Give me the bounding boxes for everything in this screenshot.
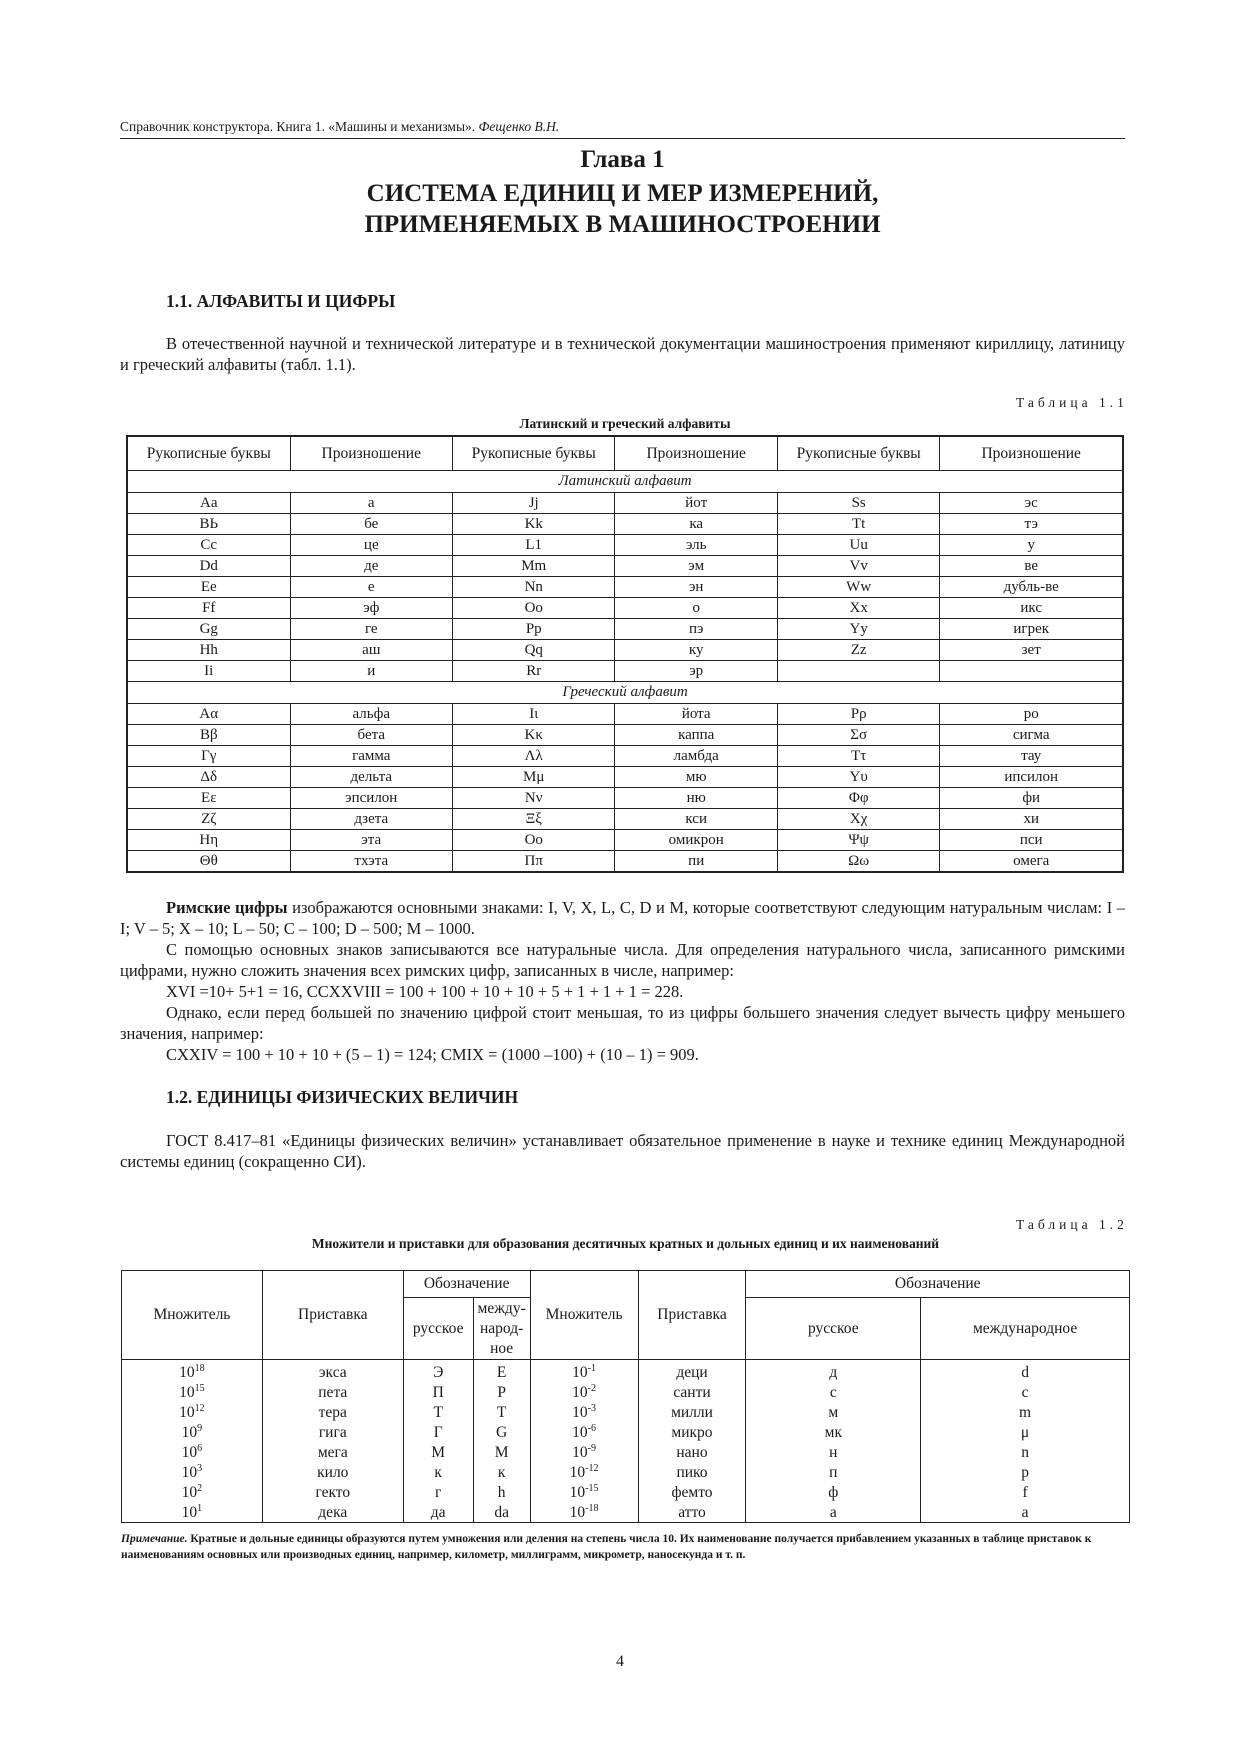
table-cell: Vv	[777, 556, 939, 577]
table-row	[127, 851, 1123, 873]
international-symbol-cell: n	[921, 1442, 1130, 1462]
multiplier-base: 10	[572, 1403, 588, 1421]
multiplier-cell	[122, 1502, 263, 1523]
table-cell: BЬ	[127, 514, 290, 535]
international-symbol-cell: d	[921, 1360, 1130, 1383]
table-1-label: Таблица 1.1	[1016, 395, 1128, 410]
multiplier-base: 10	[179, 1403, 195, 1421]
table-cell: Tτ	[777, 746, 939, 767]
multiplier-exponent: -15	[585, 1482, 599, 1494]
table-cell: Rr	[453, 661, 615, 682]
header-international-short: между-народ-ное	[473, 1298, 530, 1360]
table-cell: дубль-ве	[940, 577, 1123, 598]
table-cell: альфа	[290, 704, 452, 725]
roman-paragraph-1-text: изображаются основными знаками: I, V, X, L, C, D и M, которые соответствуют следующим натуральным числам: I – I; V – 5; X – 10; L – 50; C – 100; D – 500; M – 1000.	[120, 898, 1125, 938]
table-row	[127, 725, 1123, 746]
table-row	[127, 767, 1123, 788]
multiplier-exponent: 12	[194, 1402, 205, 1414]
table-cell: Ss	[777, 493, 939, 514]
table-cell: Aα	[127, 704, 290, 725]
prefix-cell: милли	[638, 1402, 746, 1422]
table-row	[122, 1502, 1130, 1523]
multiplier-cell	[122, 1442, 263, 1462]
table-cell: Kk	[453, 514, 615, 535]
table-cell: Λλ	[453, 746, 615, 767]
author-name: Фещенко В.Н.	[478, 119, 560, 134]
multiplier-base: 10	[569, 1463, 586, 1481]
multiplier-exponent: 6	[197, 1442, 203, 1454]
international-symbol-cell: T	[473, 1402, 530, 1422]
international-symbol-cell: h	[473, 1482, 530, 1502]
chapter-title-line-2: ПРИМЕНЯЕМЫХ В МАШИНОСТРОЕНИИ	[364, 211, 881, 238]
header-russian: русское	[403, 1298, 473, 1360]
roman-paragraph-3: Однако, если перед большей по значению цифрой стоит меньшая, то из цифры большего значения следует вычесть цифру меньшего значения, например:	[120, 1003, 1125, 1043]
table-cell: аш	[290, 640, 452, 661]
table-row	[127, 661, 1123, 682]
russian-symbol-cell: к	[403, 1462, 473, 1482]
prefix-cell: атто	[638, 1502, 746, 1523]
table-cell: ро	[940, 704, 1123, 725]
table-cell: Yy	[777, 619, 939, 640]
table-cell: мю	[615, 767, 777, 788]
table-cell: Γγ	[127, 746, 290, 767]
table-2-note	[121, 1531, 1130, 1563]
header-multiplier-2: Множитель	[530, 1271, 638, 1360]
table-cell: це	[290, 535, 452, 556]
international-symbol-cell: M	[473, 1442, 530, 1462]
table-cell: эр	[615, 661, 777, 682]
russian-symbol-cell: м	[746, 1402, 921, 1422]
multiplier-cell	[122, 1462, 263, 1482]
table-cell: Cc	[127, 535, 290, 556]
latin-subheader	[127, 471, 1123, 493]
table-row	[122, 1402, 1130, 1422]
table-cell: дельта	[290, 767, 452, 788]
multiplier-cell	[122, 1360, 263, 1383]
multiplier-base: 10	[181, 1503, 198, 1521]
table-cell: ка	[615, 514, 777, 535]
table-cell: Xχ	[777, 809, 939, 830]
chapter-label: Глава 1	[580, 146, 665, 173]
table-cell: Dd	[127, 556, 290, 577]
table-cell: Jj	[453, 493, 615, 514]
prefix-cell: фемто	[638, 1482, 746, 1502]
table-row	[122, 1462, 1130, 1482]
russian-symbol-cell: с	[746, 1382, 921, 1402]
latin-subheader-title: Латинский алфавит	[127, 471, 1123, 493]
table-cell: и	[290, 661, 452, 682]
table-2-label: Таблица 1.2	[1016, 1217, 1128, 1232]
header-prefix: Приставка	[262, 1271, 403, 1360]
multiplier-cell	[530, 1402, 638, 1422]
international-symbol-cell: m	[921, 1402, 1130, 1422]
russian-symbol-cell: п	[746, 1462, 921, 1482]
international-symbol-cell: a	[921, 1502, 1130, 1523]
table-row	[127, 556, 1123, 577]
table-cell: игрек	[940, 619, 1123, 640]
table-cell: эс	[940, 493, 1123, 514]
table-row	[127, 514, 1123, 535]
section-2-intro: ГОСТ 8.417–81 «Единицы физических величин» устанавливает обязательное применение в науке и технике единиц Международной системы единиц (сокращенно СИ).	[120, 1131, 1125, 1171]
multiplier-exponent: -9	[587, 1442, 596, 1454]
header-international-long: международное	[921, 1298, 1130, 1360]
table-cell: икс	[940, 598, 1123, 619]
prefix-cell: кило	[262, 1462, 403, 1482]
table-cell: Nn	[453, 577, 615, 598]
table-cell: Hη	[127, 830, 290, 851]
running-header	[120, 119, 1125, 139]
prefix-cell: нано	[638, 1442, 746, 1462]
multiplier-cell	[122, 1482, 263, 1502]
table-cell: о	[615, 598, 777, 619]
russian-symbol-cell: д	[746, 1360, 921, 1383]
table-cell: эль	[615, 535, 777, 556]
alphabet-table	[126, 435, 1124, 873]
table-cell: пи	[615, 851, 777, 873]
roman-example-2: CXXIV = 100 + 10 + 10 + (5 – 1) = 124; CMIX = (1000 –100) + (10 – 1) = 909.	[166, 1045, 699, 1064]
multiplier-base: 10	[572, 1423, 588, 1441]
table-cell: Gg	[127, 619, 290, 640]
table-cell: каппа	[615, 725, 777, 746]
international-symbol-cell: p	[921, 1462, 1130, 1482]
multiplier-cell	[530, 1502, 638, 1523]
table-row	[122, 1442, 1130, 1462]
table-cell: Zζ	[127, 809, 290, 830]
roman-paragraph-1	[120, 897, 1125, 939]
table-cell: Ππ	[453, 851, 615, 873]
prefix-cell: мега	[262, 1442, 403, 1462]
table-cell: Ww	[777, 577, 939, 598]
table-cell: Ξξ	[453, 809, 615, 830]
table-cell: Ωω	[777, 851, 939, 873]
table-cell: тау	[940, 746, 1123, 767]
table-row	[127, 640, 1123, 661]
table-row	[127, 788, 1123, 809]
alphabet-header-cell: Рукописные буквы	[127, 436, 290, 471]
international-symbol-cell: da	[473, 1502, 530, 1523]
table-cell	[777, 661, 939, 682]
table-cell: ню	[615, 788, 777, 809]
international-symbol-cell: к	[473, 1462, 530, 1482]
table-cell: Mμ	[453, 767, 615, 788]
table-cell: Oo	[453, 598, 615, 619]
table-cell: эм	[615, 556, 777, 577]
table-cell: Aa	[127, 493, 290, 514]
header-designation-2: Обозначение	[746, 1271, 1130, 1298]
multiplier-base: 10	[181, 1423, 198, 1441]
multiplier-cell	[530, 1422, 638, 1442]
note-text: Кратные и дольные единицы образуются путем умножения или деления на степень числа 10. Их наименование получается прибавлением указанных в таблице приставок к наименованиям основных или производных единиц, например, километр, миллиграмм, микрометр, наносекунда и т. п.	[121, 1533, 1092, 1561]
multiplier-cell	[530, 1442, 638, 1462]
prefix-cell: дека	[262, 1502, 403, 1523]
multiplier-base: 10	[569, 1503, 586, 1521]
roman-example-1: XVI =10+ 5+1 = 16, CCXXVIII = 100 + 100 + 10 + 10 + 5 + 1 + 1 + 1 = 228.	[166, 982, 684, 1001]
multiplier-exponent: 2	[197, 1482, 203, 1494]
table-cell: Zz	[777, 640, 939, 661]
header-designation: Обозначение	[403, 1271, 530, 1298]
russian-symbol-cell: Э	[403, 1360, 473, 1383]
table-row	[127, 619, 1123, 640]
table-cell: эпсилон	[290, 788, 452, 809]
russian-symbol-cell: да	[403, 1502, 473, 1523]
table-row	[127, 493, 1123, 514]
table-row	[127, 809, 1123, 830]
table-cell: пэ	[615, 619, 777, 640]
table-cell: йот	[615, 493, 777, 514]
table-cell: Hh	[127, 640, 290, 661]
multiplier-cell	[122, 1402, 263, 1422]
table-cell	[940, 661, 1123, 682]
table-cell: ве	[940, 556, 1123, 577]
table-cell: Σσ	[777, 725, 939, 746]
table-cell: ге	[290, 619, 452, 640]
alphabet-header-cell: Рукописные буквы	[777, 436, 939, 471]
table-cell: Ff	[127, 598, 290, 619]
table-cell: омега	[940, 851, 1123, 873]
table-row	[127, 577, 1123, 598]
international-symbol-cell: P	[473, 1382, 530, 1402]
table-cell: Pρ	[777, 704, 939, 725]
multiplier-base: 10	[179, 1383, 195, 1401]
table-cell: тхэта	[290, 851, 452, 873]
table-2-caption: Множители и приставки для образования десятичных кратных и дольных единиц и их наименований	[311, 1236, 940, 1251]
multiplier-exponent: 1	[197, 1502, 203, 1514]
section-1-heading: 1.1. АЛФАВИТЫ И ЦИФРЫ	[166, 291, 396, 311]
multiplier-exponent: 9	[197, 1422, 203, 1434]
russian-symbol-cell: Г	[403, 1422, 473, 1442]
alphabet-header-cell: Рукописные буквы	[453, 436, 615, 471]
table-cell: де	[290, 556, 452, 577]
page-number: 4	[616, 1653, 624, 1670]
table-cell: Qq	[453, 640, 615, 661]
table-cell: а	[290, 493, 452, 514]
table-row	[122, 1482, 1130, 1502]
multiplier-base: 10	[572, 1383, 588, 1401]
alphabet-header-cell: Произношение	[615, 436, 777, 471]
table-cell: Kκ	[453, 725, 615, 746]
table-cell: эн	[615, 577, 777, 598]
alphabet-header-cell: Произношение	[290, 436, 452, 471]
table-cell: кси	[615, 809, 777, 830]
russian-symbol-cell: г	[403, 1482, 473, 1502]
prefix-table	[121, 1270, 1130, 1523]
table-cell: ку	[615, 640, 777, 661]
multiplier-exponent: -12	[585, 1462, 599, 1474]
multiplier-cell	[122, 1422, 263, 1442]
section-2-heading: 1.2. ЕДИНИЦЫ ФИЗИЧЕСКИХ ВЕЛИЧИН	[166, 1087, 519, 1107]
table-cell: ламбда	[615, 746, 777, 767]
table-cell: хи	[940, 809, 1123, 830]
multiplier-cell	[122, 1382, 263, 1402]
multiplier-exponent: -6	[587, 1422, 596, 1434]
multiplier-exponent: -18	[585, 1502, 599, 1514]
international-symbol-cell: c	[921, 1382, 1130, 1402]
table-cell: Ii	[127, 661, 290, 682]
international-symbol-cell: f	[921, 1482, 1130, 1502]
table-cell: L1	[453, 535, 615, 556]
roman-bold-lead: Римские цифры	[166, 898, 288, 917]
multiplier-base: 10	[181, 1443, 198, 1461]
table-cell: Iι	[453, 704, 615, 725]
russian-symbol-cell: П	[403, 1382, 473, 1402]
table-cell: Eε	[127, 788, 290, 809]
header-multiplier: Множитель	[122, 1271, 263, 1360]
table-cell: Ψψ	[777, 830, 939, 851]
table-cell: сигма	[940, 725, 1123, 746]
prefix-cell: гига	[262, 1422, 403, 1442]
multiplier-base: 10	[181, 1483, 198, 1501]
multiplier-exponent: 18	[194, 1362, 205, 1374]
table-cell: Nν	[453, 788, 615, 809]
table-cell: Oo	[453, 830, 615, 851]
multiplier-cell	[530, 1462, 638, 1482]
table-cell: Δδ	[127, 767, 290, 788]
roman-paragraph-2: С помощью основных знаков записываются все натуральные числа. Для определения натурального числа, записанного римскими цифрами, нужно сложить значения всех римских цифр, записанных в числе, например:	[120, 940, 1125, 980]
russian-symbol-cell: М	[403, 1442, 473, 1462]
table-cell: Xx	[777, 598, 939, 619]
table-cell: Ee	[127, 577, 290, 598]
multiplier-exponent: -1	[587, 1362, 596, 1374]
multiplier-exponent: 3	[197, 1462, 203, 1474]
multiplier-cell	[530, 1360, 638, 1383]
prefix-cell: гекто	[262, 1482, 403, 1502]
header-russian-2: русское	[746, 1298, 921, 1360]
table-row	[127, 746, 1123, 767]
table-cell: фи	[940, 788, 1123, 809]
multiplier-base: 10	[569, 1483, 586, 1501]
russian-symbol-cell: Т	[403, 1402, 473, 1422]
prefix-cell: пико	[638, 1462, 746, 1482]
alphabet-table-header	[127, 436, 1123, 471]
section-1-intro: В отечественной научной и технической литературе и в технической документации машиностроения применяют кириллицу, латиницу и греческий алфавиты (табл. 1.1).	[120, 334, 1125, 374]
multiplier-exponent: 15	[194, 1382, 205, 1394]
greek-subheader-title: Греческий алфавит	[127, 682, 1123, 704]
chapter-title-line-1: СИСТЕМА ЕДИНИЦ И МЕР ИЗМЕРЕНИЙ,	[366, 180, 879, 207]
international-symbol-cell: G	[473, 1422, 530, 1442]
prefix-cell: санти	[638, 1382, 746, 1402]
prefix-cell: деци	[638, 1360, 746, 1383]
table-cell: дзета	[290, 809, 452, 830]
table-cell: Tt	[777, 514, 939, 535]
table-row	[127, 535, 1123, 556]
multiplier-exponent: -2	[587, 1382, 596, 1394]
prefix-cell: пета	[262, 1382, 403, 1402]
table-cell: е	[290, 577, 452, 598]
table-cell: Θθ	[127, 851, 290, 873]
multiplier-cell	[530, 1382, 638, 1402]
running-title: Справочник конструктора. Книга 1. «Машины и механизмы».	[120, 119, 476, 134]
table-cell: йота	[615, 704, 777, 725]
table-cell: эта	[290, 830, 452, 851]
table-cell: Uu	[777, 535, 939, 556]
russian-symbol-cell: ф	[746, 1482, 921, 1502]
table-row	[122, 1360, 1130, 1383]
table-cell: эф	[290, 598, 452, 619]
table-1-caption: Латинский и греческий алфавиты	[519, 416, 731, 431]
multiplier-base: 10	[179, 1363, 195, 1381]
russian-symbol-cell: мк	[746, 1422, 921, 1442]
greek-subheader	[127, 682, 1123, 704]
multiplier-base: 10	[181, 1463, 198, 1481]
multiplier-exponent: -3	[587, 1402, 596, 1414]
alphabet-header-cell: Произношение	[940, 436, 1123, 471]
table-cell: Mm	[453, 556, 615, 577]
prefix-cell: тера	[262, 1402, 403, 1422]
multiplier-base: 10	[572, 1363, 588, 1381]
table-cell: пси	[940, 830, 1123, 851]
table-cell: Pp	[453, 619, 615, 640]
table-cell: Φφ	[777, 788, 939, 809]
table-cell: тэ	[940, 514, 1123, 535]
table-row	[127, 704, 1123, 725]
table-cell: ипсилон	[940, 767, 1123, 788]
russian-symbol-cell: н	[746, 1442, 921, 1462]
table-row	[127, 598, 1123, 619]
table-cell: бе	[290, 514, 452, 535]
prefix-cell: микро	[638, 1422, 746, 1442]
international-symbol-cell: μ	[921, 1422, 1130, 1442]
table-cell: Yυ	[777, 767, 939, 788]
table-cell: зет	[940, 640, 1123, 661]
table-cell: бета	[290, 725, 452, 746]
header-prefix-2: Приставка	[638, 1271, 746, 1360]
table-row	[127, 830, 1123, 851]
table-cell: омикрон	[615, 830, 777, 851]
table-row	[122, 1422, 1130, 1442]
table-cell: Bβ	[127, 725, 290, 746]
international-symbol-cell: E	[473, 1360, 530, 1383]
multiplier-cell	[530, 1482, 638, 1502]
russian-symbol-cell: а	[746, 1502, 921, 1523]
table-row	[122, 1382, 1130, 1402]
prefix-cell: экса	[262, 1360, 403, 1383]
multiplier-base: 10	[572, 1443, 588, 1461]
table-cell: у	[940, 535, 1123, 556]
note-lead: Примечание.	[121, 1533, 188, 1545]
table-cell: гамма	[290, 746, 452, 767]
